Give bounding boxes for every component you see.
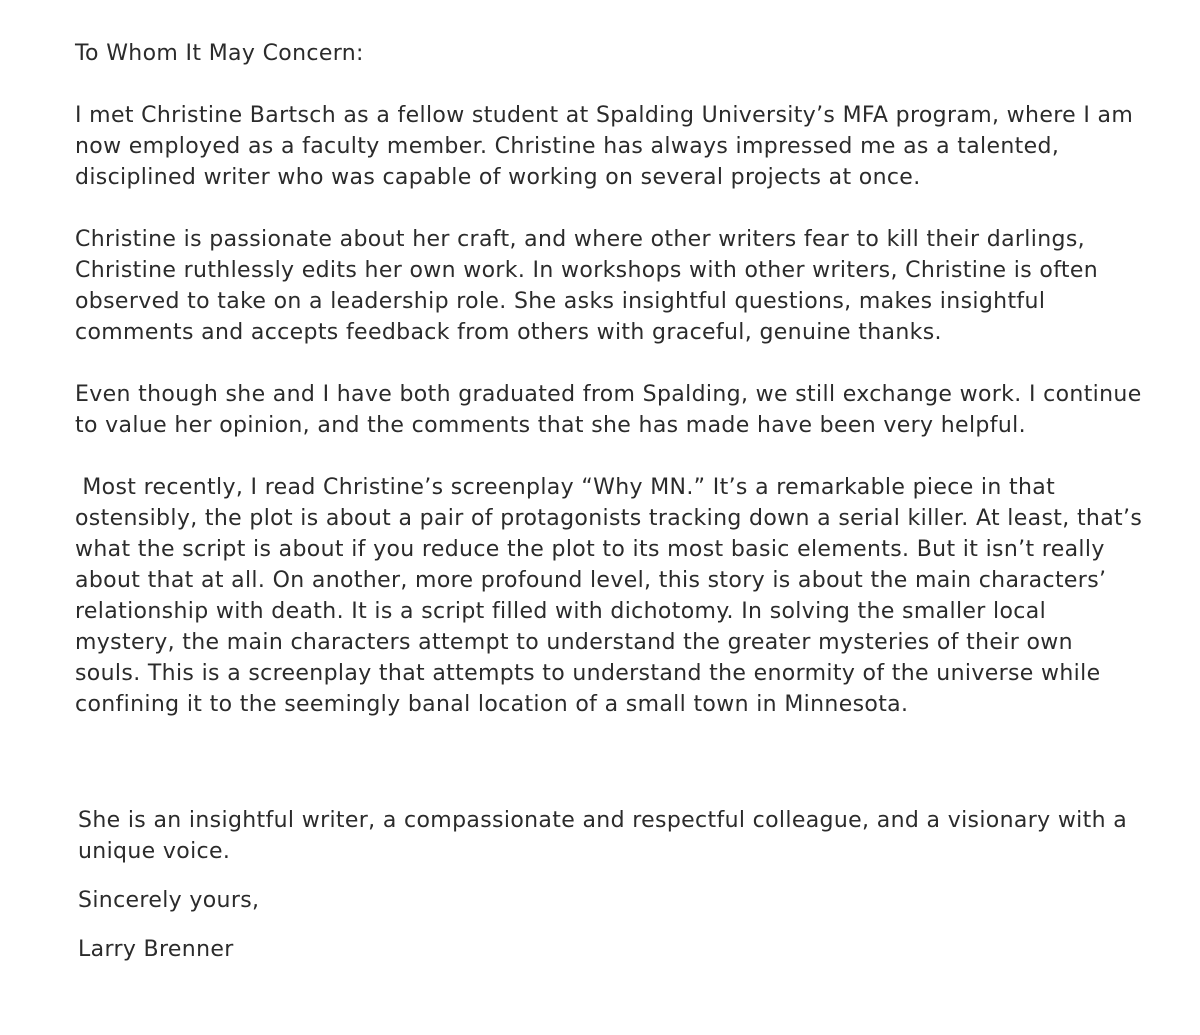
paragraph-exchange: Even though she and I have both graduated from Spalding, we still exchange work. I continue to value her opinion, and the comments that she has made have been very helpful.	[75, 382, 1149, 438]
signoff: Sincerely yours,	[78, 888, 260, 913]
signature-name: Larry Brenner	[78, 937, 234, 962]
letter-closing	[78, 805, 1138, 965]
paragraph-craft: Christine is passionate about her craft, and where other writers fear to kill their darlings, Christine ruthlessly edits her own work. In workshops with other writers, Christine is often observed to take on a leadership role. She asks insightful questions, makes insightful comments and accepts feedback from others with graceful, genuine thanks.	[75, 227, 1106, 345]
salutation: To Whom It May Concern:	[75, 41, 364, 66]
paragraph-screenplay: Most recently, I read Christine’s screenplay “Why MN.” It’s a remarkable piece in that ostensibly, the plot is about a pair of protagonists tracking down a serial killer. At least, that’s what the script is about if you reduce the plot to its most basic elements. But it isn’t really about that at all. On another, more profound level, this story is about the main characters’ relationship with death. It is a script filled with dichotomy. In solving the smaller local mystery, the main characters attempt to understand the greater mysteries of their own souls. This is a screenplay that attempts to understand the enormity of the universe while confining it to the seemingly banal location of a small town in Minnesota.	[75, 475, 1150, 717]
paragraph-introduction: I met Christine Bartsch as a fellow student at Spalding University’s MFA program, where I am now employed as a faculty member. Christine has always impressed me as a talented, disciplined writer who was capable of working on several projects at once.	[75, 103, 1141, 190]
letter-body	[75, 38, 1150, 750]
paragraph-closing: She is an insightful writer, a compassionate and respectful colleague, and a visionary with a unique voice.	[78, 808, 1135, 864]
